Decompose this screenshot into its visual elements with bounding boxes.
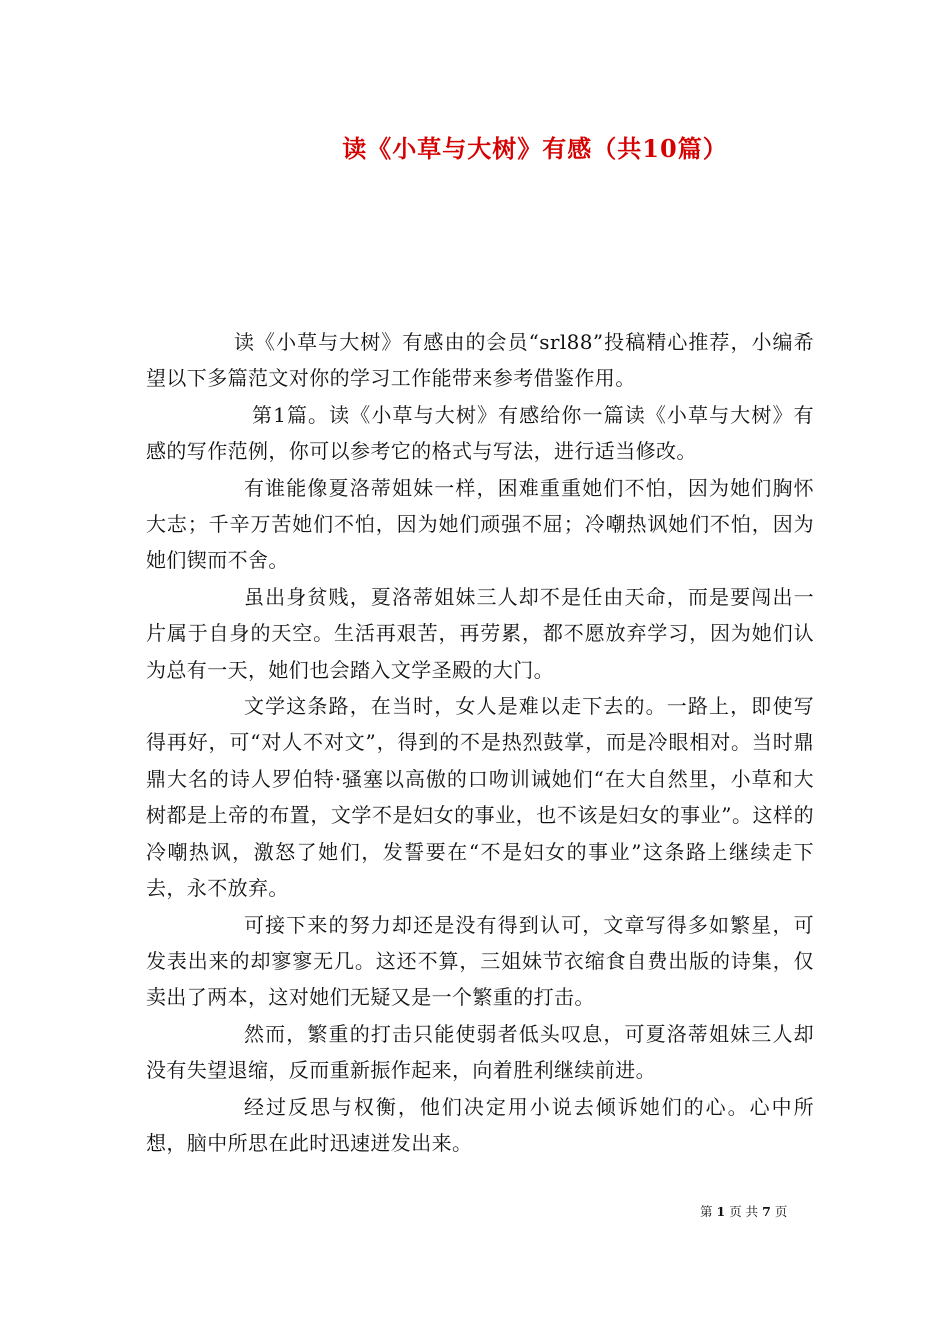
page-number-footer: [700, 1203, 787, 1221]
paragraph: 然而，繁重的打击只能使弱者低头叹息，可夏洛蒂姐妹三人却没有失望退缩，反而重新振作起来，向着胜利继续前进。: [146, 1021, 814, 1083]
paragraph-intro: 读《小草与大树》有感由的会员“srl88”投稿精心推荐，小编希望以下多篇范文对你的学习工作能带来参考借鉴作用。: [146, 330, 814, 391]
document-title: 读《小草与大树》有感（共10篇）: [342, 134, 728, 163]
current-page-number: 1: [716, 1204, 726, 1219]
paragraph-article-heading: 第1篇。读《小草与大树》有感给你一篇读《小草与大树》有感的写作范例，你可以参考它的格式与写法，进行适当修改。: [146, 402, 814, 464]
footer-prefix: 第: [700, 1204, 713, 1219]
document-body: [146, 324, 814, 1161]
paragraph: 可接下来的努力却还是没有得到认可，文章写得多如繁星，可发表出来的却寥寥无几。这还不算，三姐妹节衣缩食自费出版的诗集，仅卖出了两本，这对她们无疑又是一个繁重的打击。: [146, 912, 814, 1010]
paragraph: 虽出身贫贱，夏洛蒂姐妹三人却不是任由天命，而是要闯出一片属于自身的天空。生活再艰苦，再劳累，都不愿放弃学习，因为她们认为总有一天，她们也会踏入文学圣殿的大门。: [146, 584, 814, 682]
paragraph: 经过反思与权衡，他们决定用小说去倾诉她们的心。心中所想，脑中所思在此时迅速迸发出来。: [146, 1094, 814, 1155]
footer-middle: 页 共: [729, 1204, 759, 1219]
paragraph: 有谁能像夏洛蒂姐妹一样，困难重重她们不怕，因为她们胸怀大志；千辛万苦她们不怕，因为她们顽强不屈；冷嘲热讽她们不怕，因为她们锲而不舍。: [146, 475, 814, 573]
paragraph: 文学这条路，在当时，女人是难以走下去的。一路上，即使写得再好，可“对人不对文”，得到的不是热烈鼓掌，而是冷眼相对。当时鼎鼎大名的诗人罗伯特·骚塞以高傲的口吻训诫她们“在大自然里，小草和大树都是上帝的布置，文学不是妇女的事业，也不该是妇女的事业”。这样的冷嘲热讽，激怒了她们，发誓要在“不是妇女的事业”这条路上继续走下去，永不放弃。: [146, 694, 814, 901]
footer-suffix: 页: [774, 1204, 788, 1219]
total-page-count: 7: [762, 1204, 771, 1219]
